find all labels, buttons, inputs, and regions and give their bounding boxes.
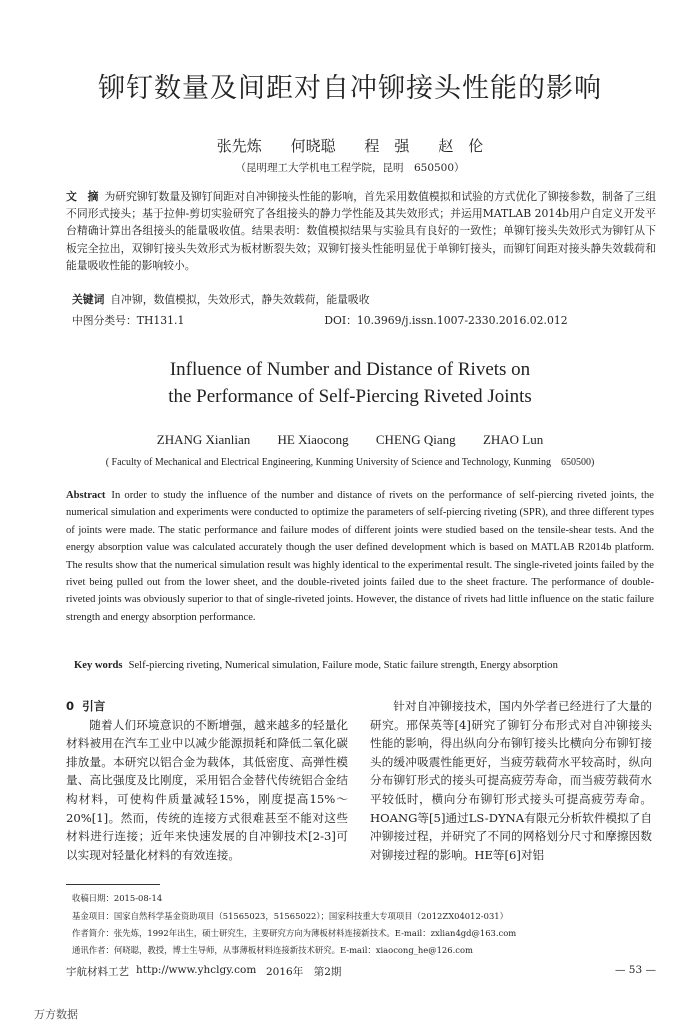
- author-name: 何晓聪: [290, 137, 336, 155]
- english-keywords: [74, 660, 654, 671]
- abstract-label: 文 摘: [66, 190, 99, 203]
- author-name: HE Xiaocong: [277, 432, 349, 447]
- paragraph: 针对自冲铆接技术，国内外学者已经进行了大量的研究。邢保英等[4]研究了铆钉分布形式对自冲铆接头性能的影响，得出纵向分布铆钉接头比横向分布铆钉接头的缓冲吸震性能更好，当疲劳载荷水平较高时，纵向分布铆钉形式的接头可提高疲劳寿命，而当疲劳载荷水平较低时，横向分布铆钉形式接头可提高疲劳寿命。HOANG等[5]通过LS-DYNA有限元分析软件模拟了自冲铆接过程，并研究了不同的网格划分尺寸和摩擦因数对铆接过程的影响。HE等[6]对铝: [370, 699, 652, 862]
- english-title-line: Influence of Number and Distance of Rivets on: [169, 359, 531, 380]
- footnote-divider: [66, 884, 160, 885]
- english-authors: [0, 432, 700, 448]
- keywords-text: 自冲铆，数值模拟，失效形式，静失效载荷，能量吸收: [110, 293, 370, 306]
- author-name: 程 强: [364, 137, 410, 155]
- journal-name: 宇航材料工艺: [66, 966, 129, 978]
- body-column-left: [66, 697, 348, 864]
- watermark-text: 万方数据: [34, 1008, 78, 1021]
- body-column-right: [370, 697, 652, 864]
- author-name: ZHANG Xianlian: [156, 432, 251, 447]
- section-number: 0: [66, 699, 75, 713]
- keywords-label: 关键词: [72, 293, 105, 306]
- english-title-line: the Performance of Self-Piercing Riveted Joints: [168, 386, 532, 407]
- english-affiliation: ( Faculty of Mechanical and Electrical Engineering, Kunming University of Science and Technology, Kunming 650500): [105, 457, 595, 468]
- english-title: [0, 356, 700, 410]
- page-number: — 53 —: [614, 964, 656, 976]
- section-title: 引言: [82, 699, 106, 713]
- chinese-abstract: [66, 188, 656, 274]
- footnote-author: 作者简介：张先炼，1992年出生，硕士研究生，主要研究方向为薄板材料连接新技术。E-mail：zxlian4gd@163.com: [72, 928, 517, 938]
- chinese-keywords: [72, 292, 652, 307]
- chinese-authors: [0, 135, 700, 156]
- author-name: 赵 伦: [438, 137, 484, 155]
- section-heading: [66, 697, 348, 716]
- classification-line: [72, 313, 652, 328]
- keywords-text: Self-piercing riveting, Numerical simulation, Failure mode, Static failure strength, Energy absorption: [128, 660, 558, 671]
- doi: DOI：10.3969/j.issn.1007-2330.2016.02.012: [324, 314, 568, 327]
- footnote-corresponding: 通讯作者：何晓聪，教授，博士生导师，从事薄板材料连接新技术研究。E-mail：xiaocong_he@126.com: [72, 945, 473, 955]
- abstract-label: Abstract: [66, 490, 106, 501]
- chinese-affiliation: （昆明理工大学机电工程学院，昆明 650500）: [235, 162, 465, 174]
- author-name: ZHAO Lun: [482, 432, 544, 447]
- author-name: 张先炼: [216, 137, 262, 155]
- footnote-received: 收稿日期：2015-08-14: [72, 893, 163, 903]
- journal-website: http://www.yhclgy.com: [136, 964, 257, 976]
- journal-issue: 2016年 第2期: [266, 966, 342, 978]
- abstract-text: In order to study the influence of the number and distance of rivets on the performance of self-piercing riveted joints, the numerical simulation and experiments were conducted to optimize the parameters of self-piercing riveting (SPR), and three different types of joints were made. The static performance and failure modes of different joints were studied based on the tensile-shear tests. And the energy absorption value was calculated accurately though the user defined development which is based on MATLAB R2014b platform. The results show that the numerical simulation result was highly identical to the experimental result. The single-riveted joints failed by the rivet being pulled out from the lower sheet, and the double-riveted joints failed due to the sheet fracture. The performance of double-riveted joints was obviously superior to that of single-riveted joints. However, the distance of rivets had little influence on the static failure strength and energy absorption performance.: [66, 490, 654, 623]
- paragraph: 随着人们环境意识的不断增强，越来越多的轻量化材料被用在汽车工业中以减少能源损耗和降低二氧化碳排放量。本研究以铝合金为载体，其低密度、高弹性模量、高比强度及比刚度，采用铝合金替代传统铝合金结构材料，可使构件质量减轻15%，刚度提高15%～20%[1]。然而，传统的连接方式很难甚至不能对这些材料进行连接；近年来快速发展的自冲铆技术[2-3]可以实现对轻量化材料的有效连接。: [66, 717, 348, 862]
- english-abstract: [66, 487, 654, 626]
- abstract-text: 为研究铆钉数量及铆钉间距对自冲铆接头性能的影响，首先采用数值模拟和试验的方式优化了铆接参数，制备了三组不同形式接头；基于拉伸-剪切实验研究了各组接头的静力学性能及其失效形式；并运用MATLAB 2014b用户自定义开发平台精确计算出各组接头的能量吸收值。结果表明：数值模拟结果与实验具有良好的一致性；单铆钉接头失效形式为铆钉从下板完全拉出，双铆钉接头失效形式为板材断裂失效；双铆钉接头性能明显优于单铆钉接头，而铆钉间距对接头静失效载荷和能量吸收性能的影响较小。: [66, 190, 657, 272]
- keywords-label: Key words: [74, 660, 123, 671]
- clc-number: 中图分类号：TH131.1: [72, 314, 185, 327]
- author-name: CHENG Qiang: [375, 432, 456, 447]
- footnote-fund: 基金项目：国家自然科学基金资助项目（51565023，51565022）；国家科技重大专项项目（2012ZX04012-031）: [72, 911, 508, 921]
- chinese-title: 铆钉数量及间距对自冲铆接头性能的影响: [98, 73, 602, 104]
